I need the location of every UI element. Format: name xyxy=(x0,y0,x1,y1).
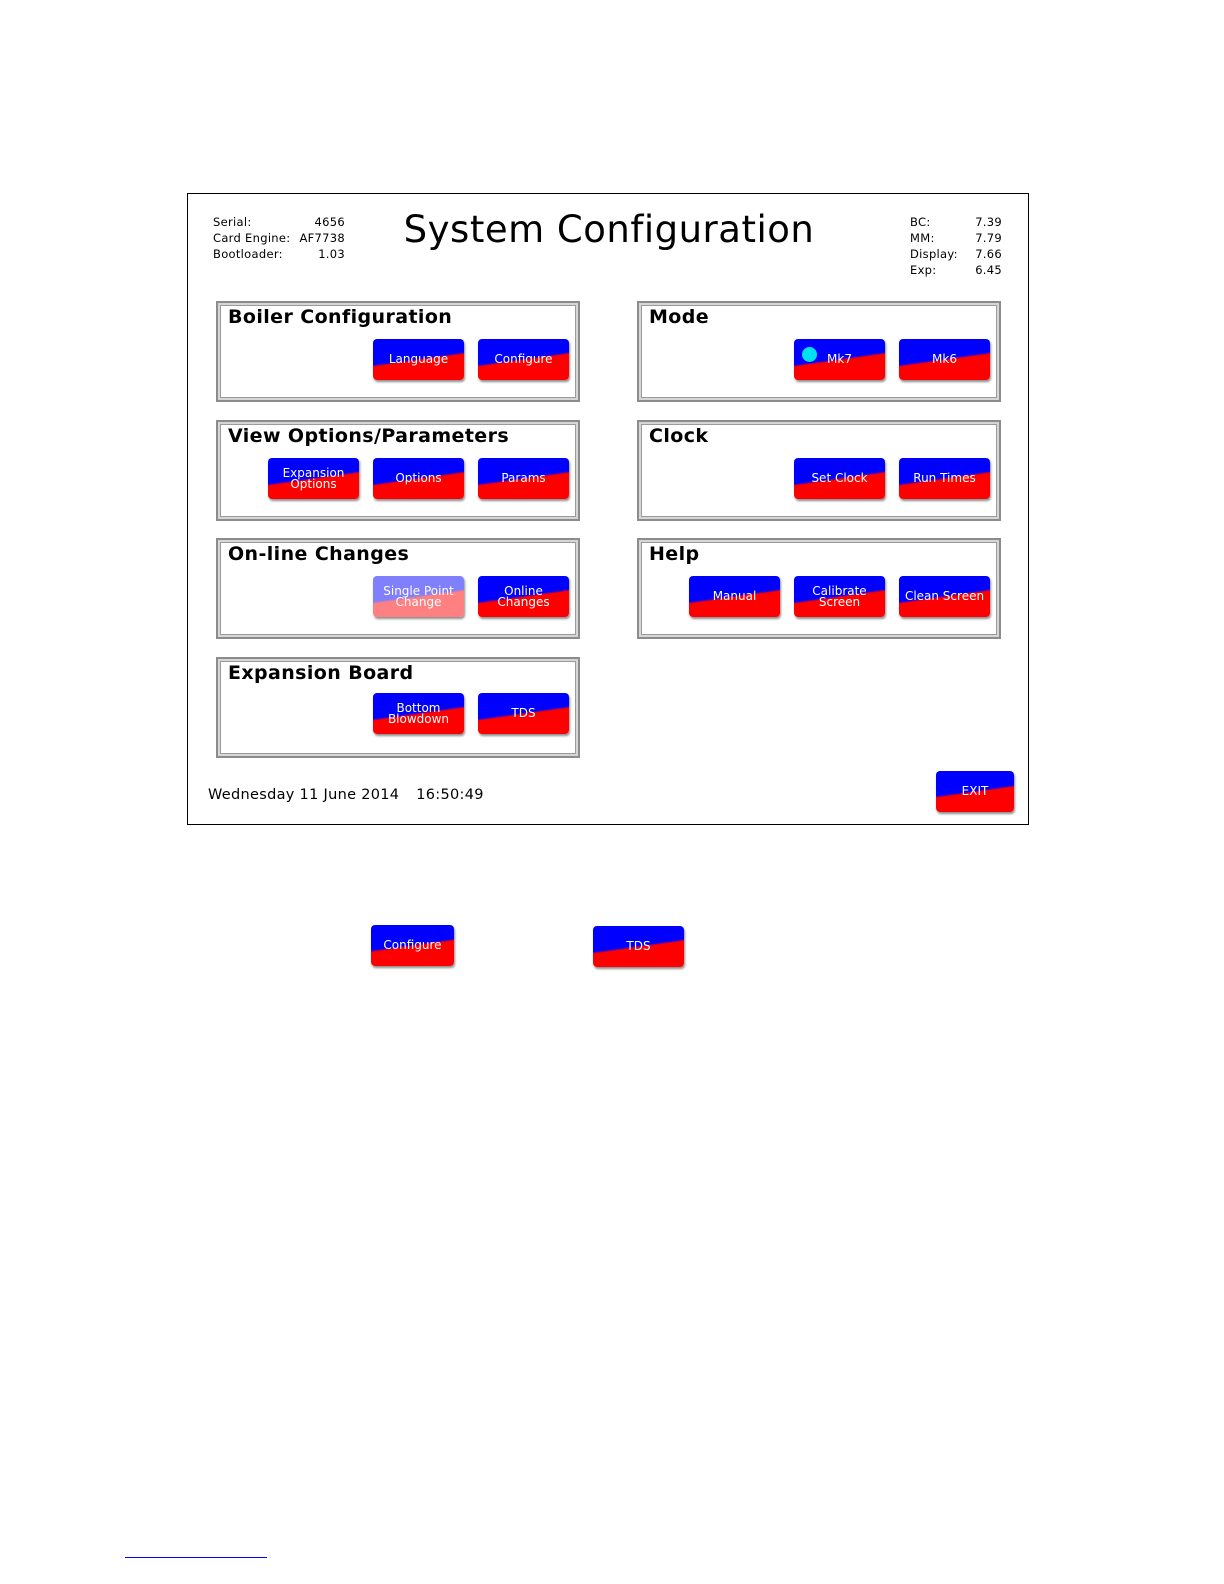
footnote-divider xyxy=(125,1557,267,1558)
exp-version-row xyxy=(910,262,1002,278)
single-point-change-button: Single Point Change xyxy=(373,576,464,617)
bootloader-label: Bootloader: xyxy=(213,247,283,261)
options-button[interactable]: Options xyxy=(373,458,464,499)
mk7-button[interactable] xyxy=(794,339,885,380)
boiler-configuration-title: Boiler Configuration xyxy=(228,306,453,328)
display-label: Display: xyxy=(910,247,958,261)
selected-indicator-icon xyxy=(802,347,817,362)
set-clock-button[interactable]: Set Clock xyxy=(794,458,885,499)
display-value: 7.66 xyxy=(975,247,1002,261)
mode-panel xyxy=(637,301,1001,402)
expansion-options-button[interactable]: Expansion Options xyxy=(268,458,359,499)
status-date: Wednesday 11 June 2014 xyxy=(208,787,400,803)
calibrate-screen-button[interactable]: Calibrate Screen xyxy=(794,576,885,617)
card-engine-label: Card Engine: xyxy=(213,231,291,245)
page-title: System Configuration xyxy=(403,208,815,251)
exp-label: Exp: xyxy=(910,263,937,277)
view-options-panel xyxy=(216,420,580,521)
mm-version-row xyxy=(910,230,1002,246)
card-engine-value: AF7738 xyxy=(299,231,345,245)
help-title: Help xyxy=(649,543,700,565)
mm-label: MM: xyxy=(910,231,935,245)
serial-value: 4656 xyxy=(314,215,345,229)
clock-panel xyxy=(637,420,1001,521)
bootloader-value: 1.03 xyxy=(318,247,345,261)
exit-button[interactable]: EXIT xyxy=(936,771,1014,812)
mode-title: Mode xyxy=(649,306,710,328)
bc-version-row xyxy=(910,214,1002,230)
system-configuration-screen xyxy=(187,193,1029,825)
run-times-button[interactable]: Run Times xyxy=(899,458,990,499)
tds-button[interactable]: TDS xyxy=(478,693,569,734)
expansion-board-panel xyxy=(216,657,580,758)
bc-label: BC: xyxy=(910,215,931,229)
version-info xyxy=(910,214,1002,278)
online-changes-button[interactable]: Online Changes xyxy=(478,576,569,617)
sample-tds-button[interactable]: TDS xyxy=(593,926,684,967)
status-time: 16:50:49 xyxy=(416,787,484,803)
mk6-button[interactable]: Mk6 xyxy=(899,339,990,380)
clock-title: Clock xyxy=(649,425,709,447)
serial-label: Serial: xyxy=(213,215,252,229)
sample-configure-button[interactable]: Configure xyxy=(371,925,454,966)
display-version-row xyxy=(910,246,1002,262)
view-options-title: View Options/Parameters xyxy=(228,425,510,447)
clean-screen-button[interactable]: Clean Screen xyxy=(899,576,990,617)
configure-button[interactable]: Configure xyxy=(478,339,569,380)
mk7-label: Mk7 xyxy=(827,352,852,366)
manual-button[interactable]: Manual xyxy=(689,576,780,617)
language-button[interactable]: Language xyxy=(373,339,464,380)
bottom-blowdown-button[interactable]: Bottom Blowdown xyxy=(373,693,464,734)
exp-value: 6.45 xyxy=(975,263,1002,277)
bc-value: 7.39 xyxy=(975,215,1002,229)
mm-value: 7.79 xyxy=(975,231,1002,245)
params-button[interactable]: Params xyxy=(478,458,569,499)
boiler-configuration-panel xyxy=(216,301,580,402)
expansion-board-title: Expansion Board xyxy=(228,662,414,684)
help-panel xyxy=(637,538,1001,639)
online-changes-panel xyxy=(216,538,580,639)
online-changes-title: On-line Changes xyxy=(228,543,410,565)
status-datetime xyxy=(208,787,484,803)
